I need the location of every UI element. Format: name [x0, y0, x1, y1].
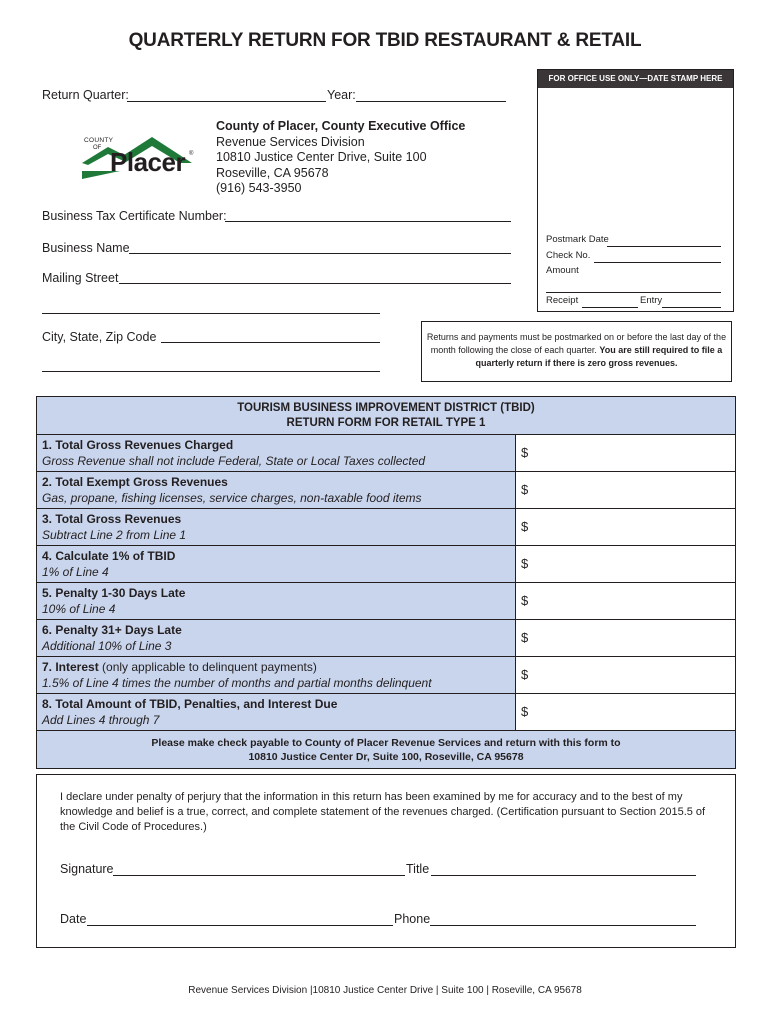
row-sublabel: Gross Revenue shall not include Federal, State or Local Taxes collected [42, 454, 426, 468]
row-label: 3. Total Gross Revenues [42, 512, 182, 526]
logo-of-text: OF [93, 145, 102, 151]
office-use-box [537, 69, 734, 312]
city-state-zip-label: City, State, Zip Code [42, 330, 157, 344]
table-row [37, 435, 735, 472]
table-row [37, 509, 735, 546]
row-label: 5. Penalty 1-30 Days Late [42, 586, 186, 600]
logo-registered-mark: ® [189, 151, 194, 157]
table-row [37, 620, 735, 657]
amount-input[interactable] [516, 435, 735, 471]
dollar-sign: $ [521, 704, 529, 719]
row-sublabel: 1.5% of Line 4 times the number of months and partial months delinquent [42, 676, 432, 690]
agency-address [216, 119, 465, 197]
dollar-sign: $ [521, 482, 529, 497]
year-field[interactable] [356, 101, 506, 102]
agency-street: 10810 Justice Center Drive, Suite 100 [216, 150, 427, 164]
tbid-return-table [36, 396, 736, 769]
title-label: Title [406, 862, 430, 876]
entry-field[interactable] [662, 307, 721, 308]
page-footer: Revenue Services Division |10810 Justice Center Drive | Suite 100 | Roseville, CA 95678 [188, 985, 582, 996]
office-use-header: FOR OFFICE USE ONLY—DATE STAMP HERE [538, 70, 733, 88]
date-field[interactable] [87, 925, 393, 926]
mailing-street-label: Mailing Street [42, 271, 119, 285]
payment-address: 10810 Justice Center Dr, Suite 100, Roseville, CA 95678 [248, 751, 524, 763]
check-no-label: Check No. [546, 250, 591, 261]
dollar-sign: $ [521, 556, 529, 571]
dollar-sign: $ [521, 667, 529, 682]
table-header [37, 397, 735, 435]
row-label: 2. Total Exempt Gross Revenues [42, 475, 228, 489]
dollar-sign: $ [521, 445, 529, 460]
title-field[interactable] [431, 875, 696, 876]
filing-notice [421, 321, 732, 382]
return-quarter-field[interactable] [127, 101, 326, 102]
table-footer [37, 731, 735, 768]
year-label: Year: [327, 88, 356, 102]
row-sublabel: Add Lines 4 through 7 [42, 713, 160, 727]
postmark-date-field[interactable] [607, 246, 721, 247]
amount-input[interactable] [516, 620, 735, 656]
row-sublabel: 1% of Line 4 [42, 565, 109, 579]
table-heading-2: RETURN FORM FOR RETAIL TYPE 1 [286, 417, 486, 429]
certification-box [36, 774, 736, 948]
receipt-field[interactable] [582, 307, 638, 308]
phone-field[interactable] [430, 925, 696, 926]
logo-county-text: COUNTY [84, 137, 114, 144]
certification-text: I declare under penalty of perjury that the information in this return has been examined by me for accuracy and to the best of my knowledge and belief is a true, correct, and complete statement of the revenues charged. (Certification pursuant to Section 2015.5 of the Civil Code of Procedures.) [60, 791, 706, 833]
business-name-field[interactable] [129, 253, 511, 254]
amount-input[interactable] [516, 694, 735, 730]
amount-field[interactable] [546, 292, 721, 293]
payment-instruction: Please make check payable to County of Placer Revenue Services and return with this form to [151, 737, 621, 749]
mailing-street-field[interactable] [119, 283, 511, 284]
row-label: 8. Total Amount of TBID, Penalties, and Interest Due [42, 697, 338, 711]
phone-label: Phone [394, 912, 431, 926]
amount-input[interactable] [516, 657, 735, 693]
receipt-label: Receipt [546, 295, 579, 306]
row-sublabel: 10% of Line 4 [42, 602, 116, 616]
amount-input[interactable] [516, 546, 735, 582]
table-row [37, 657, 735, 694]
city-state-zip-field[interactable] [161, 342, 380, 343]
page-title: QUARTERLY RETURN FOR TBID RESTAURANT & RETAIL [128, 30, 642, 51]
table-row [37, 472, 735, 509]
signature-field[interactable] [113, 875, 405, 876]
table-row [37, 546, 735, 583]
date-label: Date [60, 912, 87, 926]
postmark-date-label: Postmark Date [546, 234, 609, 245]
certificate-field[interactable] [225, 221, 511, 222]
row-sublabel: Gas, propane, fishing licenses, service charges, non-taxable food items [42, 491, 422, 505]
notice-text: Returns and payments must be postmarked on or before the last day of the month following the close of each quarter. [426, 332, 727, 355]
agency-phone: (916) 543-3950 [216, 181, 302, 195]
row-label: 6. Penalty 31+ Days Late [42, 623, 182, 637]
dollar-sign: $ [521, 519, 529, 534]
agency-name: County of Placer, County Executive Office [216, 119, 466, 133]
agency-city: Roseville, CA 95678 [216, 165, 329, 180]
signature-label: Signature [60, 862, 114, 876]
row-label: 7. Interest (only applicable to delinquent payments) [42, 660, 317, 674]
table-heading-1: TOURISM BUSINESS IMPROVEMENT DISTRICT (TBID) [237, 402, 535, 414]
table-row [37, 694, 735, 731]
business-name-label: Business Name [42, 241, 130, 255]
amount-input[interactable] [516, 509, 735, 545]
mailing-street-field-2[interactable] [42, 313, 380, 314]
notice-bold-text: You are still required to file a quarterly return if there is zero gross revenues. [475, 345, 723, 368]
row-label: 1. Total Gross Revenues Charged [42, 438, 234, 452]
check-no-field[interactable] [594, 262, 721, 263]
certificate-label: Business Tax Certificate Number: [42, 209, 227, 223]
amount-input[interactable] [516, 472, 735, 508]
amount-input[interactable] [516, 583, 735, 619]
row-sublabel: Additional 10% of Line 3 [42, 639, 172, 653]
county-logo [80, 133, 195, 183]
row-label: 4. Calculate 1% of TBID [42, 549, 176, 563]
city-state-zip-field-2[interactable] [42, 371, 380, 372]
amount-label: Amount [546, 265, 579, 276]
dollar-sign: $ [521, 593, 529, 608]
entry-label: Entry [640, 295, 663, 306]
agency-division: Revenue Services Division [216, 134, 365, 149]
dollar-sign: $ [521, 630, 529, 645]
return-quarter-label: Return Quarter: [42, 88, 129, 102]
logo-placer-text: Placer [110, 147, 186, 177]
table-row [37, 583, 735, 620]
row-sublabel: Subtract Line 2 from Line 1 [42, 528, 187, 542]
